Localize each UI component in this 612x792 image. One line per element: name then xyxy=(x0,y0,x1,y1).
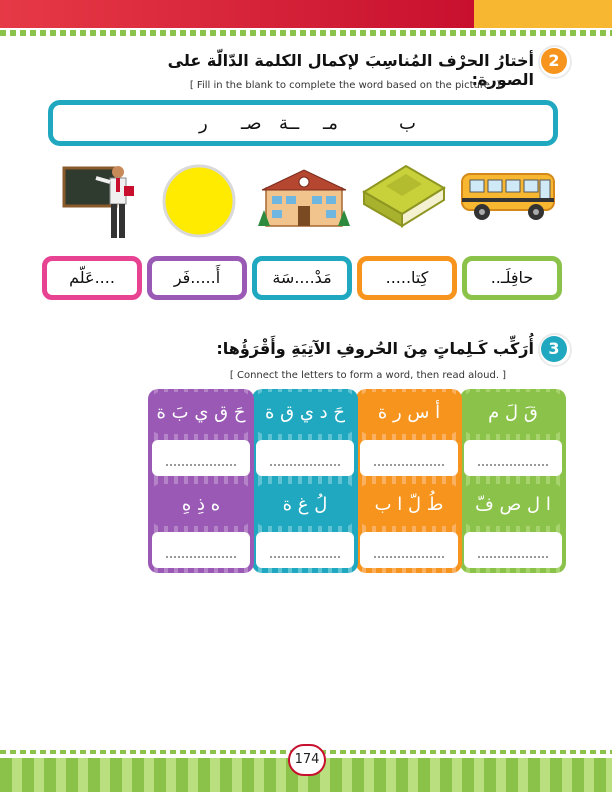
word-box-circle[interactable] xyxy=(147,256,247,300)
question-3-title: أُرَكِّب كَـلِماتٍ مِنَ الحُروفِ الآتِيَةِ وأَقْرَؤُها: xyxy=(216,339,534,358)
question-2-number: 2 xyxy=(541,48,567,74)
word-school: مَدْ....سَة xyxy=(272,268,332,287)
word-teacher: ....عَلّم xyxy=(69,268,115,287)
tile-r1-teal: حَ د ي ق ة xyxy=(256,392,354,434)
answer-line xyxy=(374,464,444,466)
tile-r2-orange: طُ لّ ا ب xyxy=(360,484,458,526)
word-box-school[interactable] xyxy=(252,256,352,300)
answer-r2-orange[interactable] xyxy=(360,532,458,568)
answer-line xyxy=(478,556,548,558)
top-stripe xyxy=(0,30,612,36)
school-bus-icon xyxy=(460,168,558,224)
word-circle: أَ.....فَر xyxy=(173,268,221,287)
yellow-circle-icon xyxy=(162,164,236,238)
school-building-icon xyxy=(256,166,352,230)
answer-line xyxy=(270,556,340,558)
tile-r1-purple: حَ ق ي بَ ة xyxy=(152,392,250,434)
tile-r2-purple: ه ذِ هِ xyxy=(152,484,250,526)
tile-r1-green: قَ لَ م xyxy=(464,392,562,434)
answer-line xyxy=(166,556,236,558)
word-box-book[interactable] xyxy=(357,256,457,300)
letter-2: مـ xyxy=(323,113,338,134)
answer-r2-purple[interactable] xyxy=(152,532,250,568)
question-2-instruction: [ Fill in the blank to complete the word based on the picture. ] xyxy=(189,80,501,91)
green-book-icon xyxy=(360,162,446,232)
top-banner-yellow xyxy=(474,0,612,28)
letter-4: صـ xyxy=(241,113,262,134)
question-2-title: أختارُ الحرْف المُناسِبَ لإكمال الكلمة الدّالّة على الصورة: xyxy=(167,51,534,89)
answer-line xyxy=(270,464,340,466)
answer-r1-purple[interactable] xyxy=(152,440,250,476)
tile-r2-teal: لُ غ ة xyxy=(256,484,354,526)
word-book: كِتا..... xyxy=(385,268,429,287)
tile-r1-orange: أ س ر ة xyxy=(360,392,458,434)
word-box-bus[interactable] xyxy=(462,256,562,300)
answer-r1-green[interactable] xyxy=(464,440,562,476)
answer-line xyxy=(166,464,236,466)
answer-r1-teal[interactable] xyxy=(256,440,354,476)
letter-3: ــة xyxy=(279,113,300,134)
answer-r2-teal[interactable] xyxy=(256,532,354,568)
top-banner-red xyxy=(0,0,474,28)
answer-line xyxy=(478,464,548,466)
word-bus: حافِلَـ.. xyxy=(490,268,534,287)
tile-r2-green: ا ل ص فّ xyxy=(464,484,562,526)
letter-5: ر xyxy=(199,113,208,134)
question-3-instruction: [ Connect the letters to form a word, then read aloud. ] xyxy=(229,370,507,381)
word-box-teacher[interactable] xyxy=(42,256,142,300)
letters-box xyxy=(48,100,558,146)
top-banner xyxy=(0,0,612,28)
answer-r2-green[interactable] xyxy=(464,532,562,568)
teacher-at-board-icon xyxy=(62,160,142,242)
answer-line xyxy=(374,556,444,558)
answer-r1-orange[interactable] xyxy=(360,440,458,476)
page-number: 174 xyxy=(288,744,326,776)
letter-1: ب xyxy=(399,113,416,134)
question-3-number: 3 xyxy=(541,336,567,362)
